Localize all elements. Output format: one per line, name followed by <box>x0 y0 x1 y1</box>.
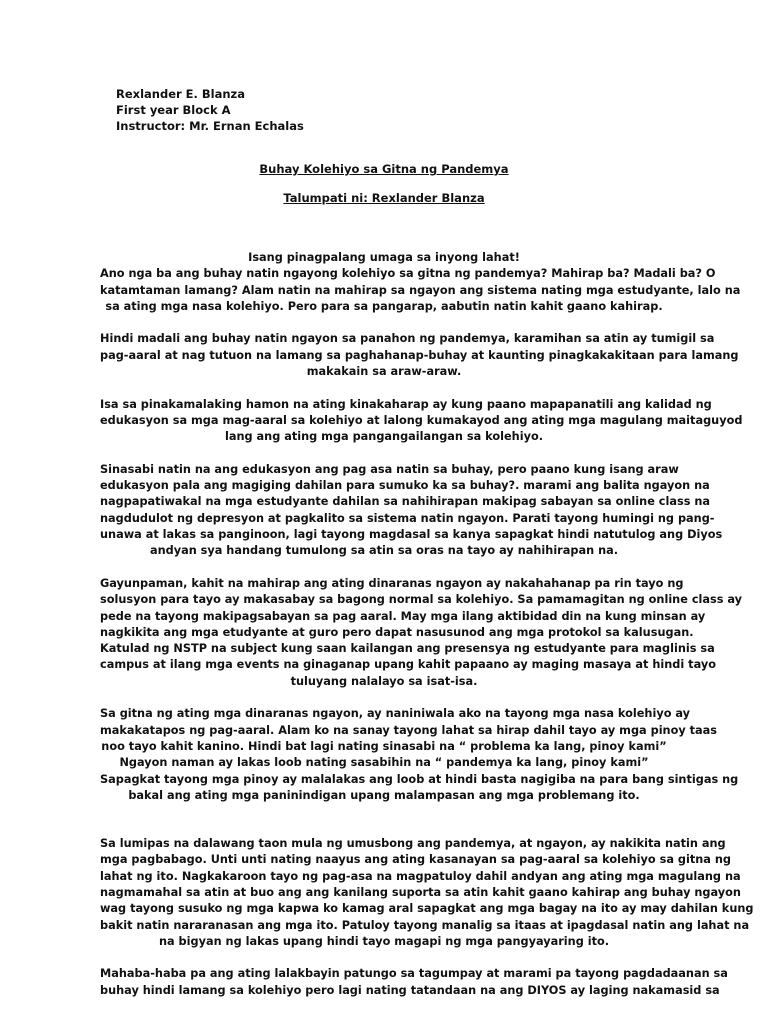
paragraph-line: Gayunpaman, kahit na mahirap ang ating dinaranas ngayon ay nakahahanap pa rin tayo ng <box>100 576 684 590</box>
paragraph <box>100 250 741 315</box>
paragraph-line: nagkikita ang mga etudyante at guro pero dapat nasusunod ang mga protokol sa kalusugan. <box>100 625 694 639</box>
paragraph-line: edukasyon pala ang magiging dahilan para sumuko ka sa buhay?. marami ang balita ngayon na <box>100 479 710 493</box>
paragraph-line: unawa at lakas sa panginoon, lagi tayong magdasal sa kanya sapagkat hindi natutulog ang Diyos <box>100 528 723 542</box>
paragraph <box>100 966 728 999</box>
paragraph-line: noo tayo kahit kanino. Hindi bat lagi nating sinasabi na “ problema ka lang, pinoy kami” <box>101 739 667 753</box>
paragraph-line: nagpapatiwakal na mga estudyante dahilan sa nahihirapan makipag sabayan sa online class na <box>100 495 711 509</box>
paragraph <box>100 576 743 690</box>
paragraph-line: Ano nga ba ang buhay natin ngayong kolehiyo sa gitna ng pandemya? Mahirap ba? Madali ba? O <box>100 267 716 281</box>
paragraph <box>100 331 739 380</box>
paragraph-line: makakatapos ng pag-aaral. Alam ko na sanay tayong lahat sa hirap dahil tayo ay mga pinoy taas <box>100 723 718 737</box>
paragraph-line: makakain sa araw-araw. <box>306 365 462 379</box>
paragraph-line: Mahaba-haba pa ang ating lalakbayin patungo sa tagumpay at marami pa tayong pagdadaanan sa <box>100 967 728 981</box>
paragraph-line: bakal ang ating mga paninindigan upang malampasan ang mga problemang ito. <box>128 788 640 802</box>
paragraph-line: tuluyang nalalayo sa isat-isa. <box>290 674 478 688</box>
paragraph-line: nagdudulot ng depresyon at pagkalito sa sistema natin ngayon. Parati tayong humingi ng pang- <box>100 511 715 525</box>
author-name: Rexlander E. Blanza <box>116 87 246 101</box>
paragraph-line: pag-aaral at nag tutuon na lamang sa paghahanap-buhay at kaunting pinagkakakitaan para lamang <box>100 348 739 362</box>
paragraph-line: lahat ng ito. Nagkakaroon tayo ng pag-asa na magpatuloy dahil andyan ang ating mga magulang na <box>100 869 741 883</box>
document-title-row <box>60 162 708 176</box>
year-block: First year Block A <box>116 103 231 117</box>
paragraph-line: Sapagkat tayong mga pinoy ay malalakas ang loob at hindi basta nagigiba na para bang sintigas ng <box>100 772 739 786</box>
paragraph <box>100 706 739 804</box>
paragraph-line: na bigyan ng lakas upang hindi tayo magapi ng mga pangyayaring ito. <box>158 934 610 948</box>
author-header <box>116 86 304 134</box>
paragraph-line: bakit natin nararanasan ang mga ito. Patuloy tayong manalig sa itaas at ipagdasal natin ang lahat na <box>100 918 750 932</box>
paragraph-line: Sa gitna ng ating mga dinaranas ngayon, ay naniniwala ako na tayong mga nasa kolehiyo ay <box>100 707 691 721</box>
paragraph <box>100 397 743 446</box>
paragraph-line: Katulad ng NSTP na subject kung saan kailangan ang presensya ng estudyante para maglinis sa <box>100 642 715 656</box>
paragraph-line: Ngayon naman ay lakas loob nating sasabihin na “ pandemya ka lang, pinoy kami” <box>119 756 649 770</box>
paragraph-line: campus at ilang mga events na ginaganap upang kahit papaano ay maging masaya at hindi tayo <box>100 658 716 672</box>
document-title: Buhay Kolehiyo sa Gitna ng Pandemya <box>259 162 509 176</box>
paragraph-line: solusyon para tayo ay makasabay sa bagong normal sa kolehiyo. Sa pamamagitan ng online class ay <box>100 593 743 607</box>
paragraph-line: katamtaman lamang? Alam natin na mahirap sa ngayon ang sistema nating mga estudyante, lalo na <box>100 283 741 297</box>
paragraph-line: Sa lumipas na dalawang taon mula ng umusbong ang pandemya, at ngayon, ay nakikita natin ang <box>100 837 726 851</box>
paragraph <box>100 462 723 560</box>
paragraph-line: pede na tayong makipagsabayan sa pag aaral. May mga ilang aktibidad din na kung minsan ay <box>100 609 706 623</box>
paragraph-line: Hindi madali ang buhay natin ngayon sa panahon ng pandemya, karamihan sa atin ay tumigil sa <box>100 332 715 346</box>
speech-body <box>100 250 754 1015</box>
paragraph-line: andyan sya handang tumulong sa atin sa oras na tayo ay nahihirapan na. <box>149 544 619 558</box>
paragraph-line: mga pagbabago. Unti unti nating naayus ang ating kasanayan sa pag-aaral sa kolehiyo sa gitna ng <box>100 853 731 867</box>
paragraph-line: nagmamahal sa atin at buo ang ang kanilang suporta sa atin kahit gaano kahirap ang buhay ngayon <box>100 885 741 899</box>
paragraph <box>100 836 754 950</box>
paragraph-line: Sinasabi natin na ang edukasyon ang pag asa natin sa buhay, pero paano kung isang araw <box>100 462 679 476</box>
document-subtitle: Talumpati ni: Rexlander Blanza <box>283 191 485 205</box>
paragraph-line: edukasyon sa mga mag-aaral sa kolehiyo at lalong kumakayod ang ating mga magulang maitaguyod <box>100 413 743 427</box>
instructor-line: Instructor: Mr. Ernan Echalas <box>116 119 304 133</box>
paragraph-line: buhay hindi lamang sa kolehiyo pero lagi nating tatandaan na ang DIYOS ay laging nakamasid sa <box>100 983 720 997</box>
paragraph-line: sa ating mga nasa kolehiyo. Pero para sa pangarap, aabutin natin kahit gaano kahirap. <box>105 299 663 313</box>
document-subtitle-row <box>60 191 708 205</box>
paragraph-line: wag tayong susuko ng mga kapwa ko kamag aral sapagkat ang mga bagay na ito ay may dahilan kung <box>100 902 754 916</box>
paragraph-line: lang ang ating mga pangangailangan sa kolehiyo. <box>224 430 544 444</box>
paragraph-line: Isa sa pinakamalaking hamon na ating kinakaharap ay kung paano mapapanatili ang kalidad ng <box>100 397 712 411</box>
paragraph-line: Isang pinagpalang umaga sa inyong lahat! <box>248 251 520 264</box>
